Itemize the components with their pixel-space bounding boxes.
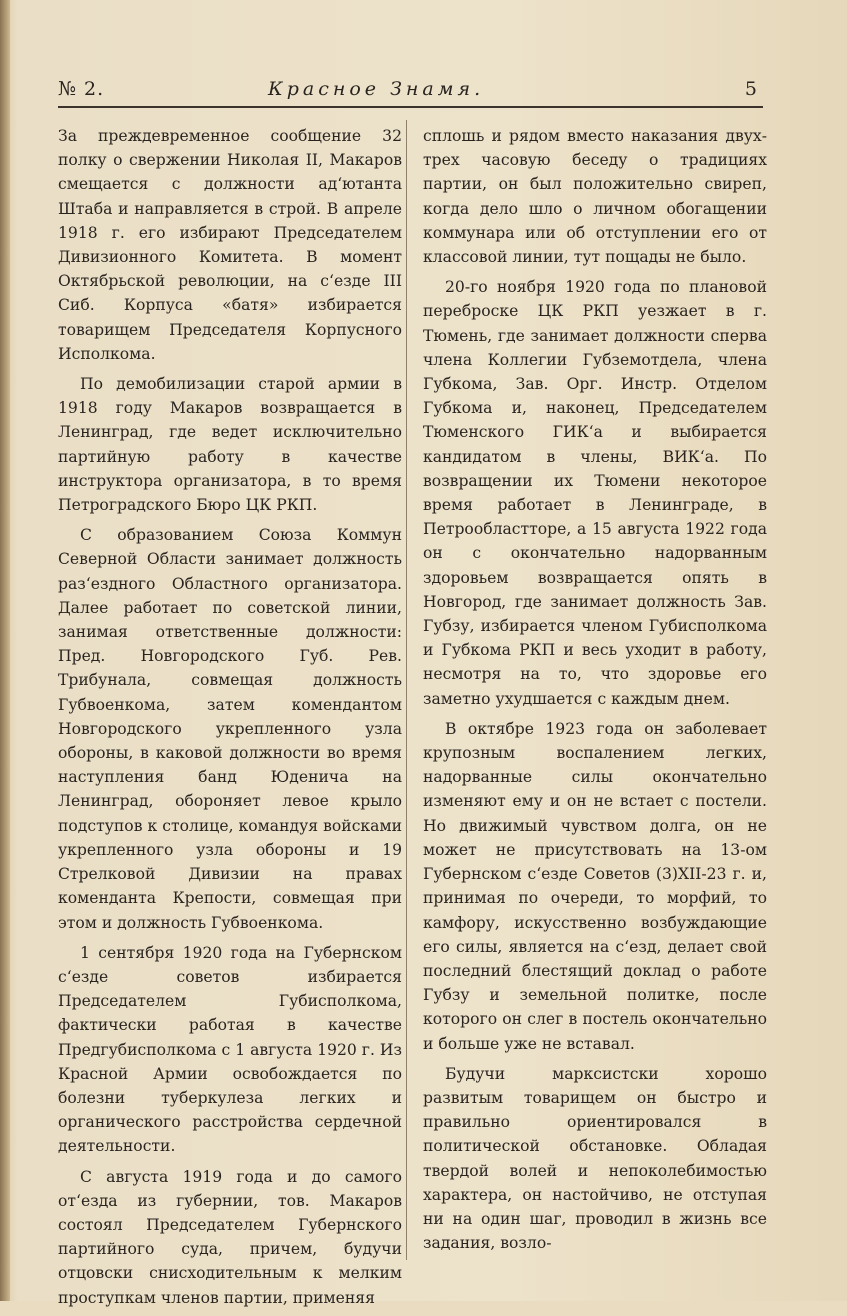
paragraph: За преждевременное сообщение 32 полку о свержении Николая II, Макаров смещается с должности ад‘ютанта Штаба и направляется в строй. В апреле 1918 г. его избирают Председателем Дивизионного Комитета. В момент Октябрьской революции, на с‘езде III Сиб. Корпуса «батя» избирается товарищем Председателя Корпусного Исполкома.	[58, 127, 402, 363]
page-number: 5	[744, 78, 758, 100]
page-header	[58, 78, 758, 108]
issue-number: № 2.	[58, 78, 105, 100]
right-column	[423, 124, 767, 1261]
paragraph: С образованием Союза Коммун Северной Области занимает должность раз‘ездного Областного организатора. Далее работает по советской линии, занимая ответственные должности: Пред. Новгородского Губ. Рев. Трибунала, совмещая должность Губвоенкома, затем комендантом Новгородского укрепленного узла обороны, в каковой должности во время наступления банд Юденича на Ленинград, обороняет левое крыло подступов к столице, командуя войсками укрепленного узла обороны и 19 Стрелковой Дивизии на правах коменданта Крепости, совмещая при этом и должность Губвоенкома.	[58, 526, 402, 932]
paragraph: По демобилизации старой армии в 1918 году Макаров возвращается в Ленинград, где ведет исключительно партийную работу в качестве инструктора организатора, в то время Петроградского Бюро ЦК РКП.	[58, 375, 402, 515]
paragraph: С августа 1919 года и до самого от‘езда из губернии, тов. Макаров состоял Председателем Губернского партийного суда, причем, будучи отцовски снисходительным к мелким проступкам членов партии, применяя	[58, 1167, 402, 1307]
paragraph: сплошь и рядом вместо наказания двух-трех часовую беседу о традициях партии, он был положительно свиреп, когда дело шло о личном обогащении коммунара или об отступлении его от классовой линии, тут пощады не было.	[423, 127, 767, 267]
column-divider	[406, 120, 407, 1260]
paragraph: 1 сентября 1920 года на Губернском с‘езде советов избирается Председателем Губисполкома, фактически работая в качестве Предгубисполкома с 1 августа 1920 г. Из Красной Армии освобождается по болезни туберкулеза легких и органического расстройства сердечной деятельности.	[58, 943, 402, 1156]
paragraph: Будучи марксистски хорошо развитым товарищем он быстро и правильно ориентировался в политической обстановке. Обладая твердой волей и непоколебимостью характера, он настойчиво, не отступая ни на один шаг, проводил в жизнь все задания, возло-	[423, 1064, 767, 1253]
header-rule	[58, 106, 763, 108]
paragraph: 20-го ноября 1920 года по плановой переброске ЦК РКП уезжает в г. Тюмень, где занимает должности сперва члена Коллегии Губземотдела, члена Губкома, Зав. Орг. Инстр. Отделом Губкома и, наконец, Председателем Тюменского ГИК‘а и выбирается кандидатом в члены, ВИК‘а. По возвращении их Тюмени некоторое время работает в Ленинграде, в Петрообластторе, а 15 августа 1922 года он с окончательно надорванным здоровьем возвращается опять в Новгород, где занимает должность Зав. Губзу, избирается членом Губисполкома и Губкома РКП и весь уходит в работу, несмотря на то, что здоровье его заметно ухудшается с каждым днем.	[423, 278, 767, 708]
left-column	[58, 124, 402, 1316]
page-binding-edge	[0, 0, 10, 1301]
paragraph: В октябре 1923 года он заболевает крупозным воспалением легких, надорванные силы окончательно изменяют ему и он не встает с постели. Но движимый чувством долга, он не может не присутствовать на 13-ом Губернском с‘езде Советов (3)XII-23 г. и, принимая по очереди, то морфий, то камфору, искусственно возбуждающие его силы, является на с‘езд, делает свой последний блестящий доклад о работе Губзу и земельной политке, после которого он слег в постель окончательно и больше уже не вставал.	[423, 719, 767, 1053]
newspaper-title: Красное Знамя.	[268, 78, 485, 100]
